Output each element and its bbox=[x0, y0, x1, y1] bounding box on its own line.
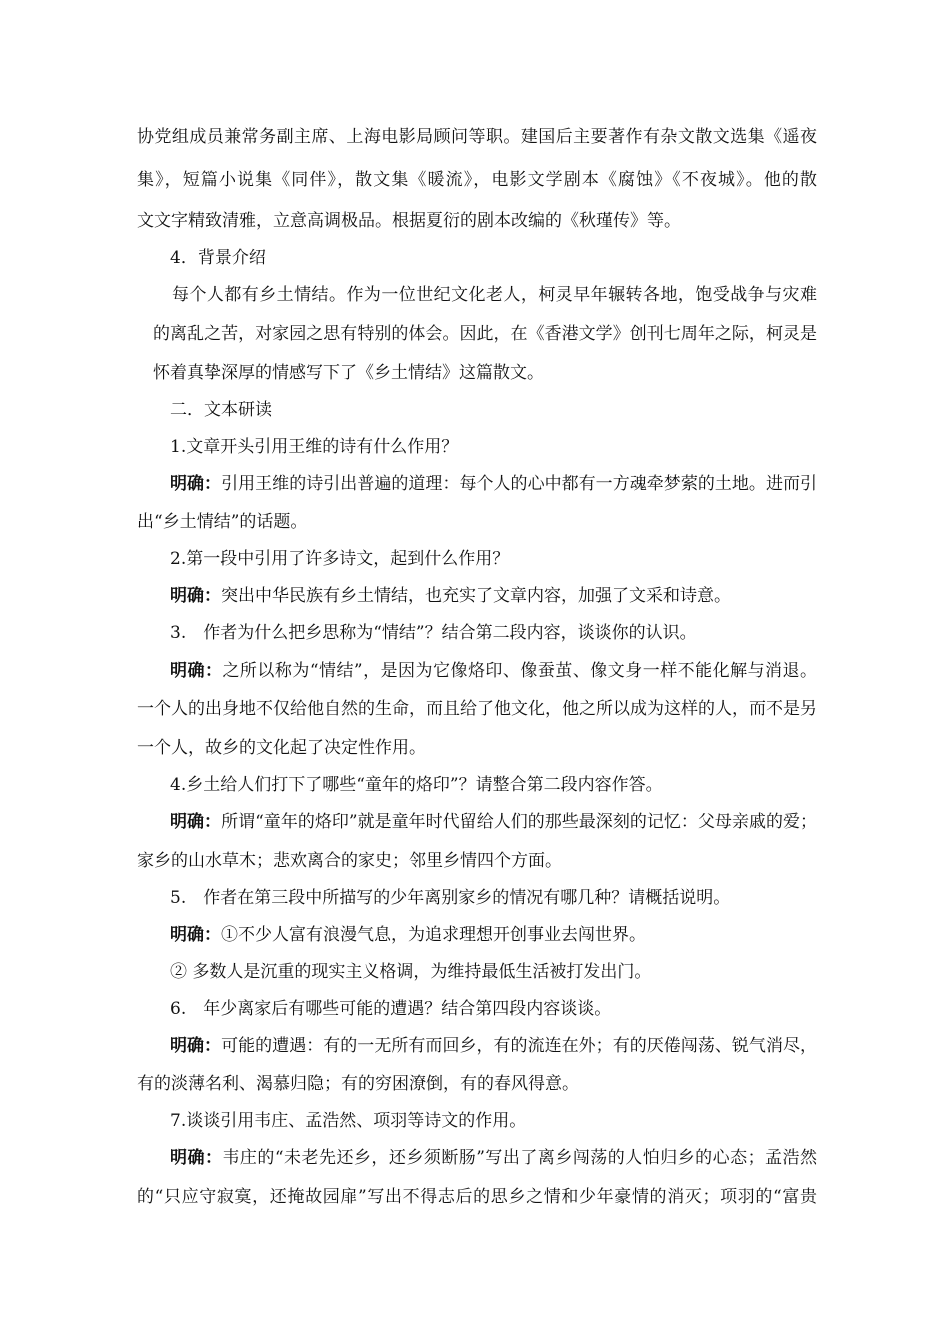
answer-text: 突出中华民族有乡土情结，也充实了文章内容，加强了文采和诗意。 bbox=[221, 586, 731, 606]
answer-label: 明确： bbox=[170, 661, 223, 681]
answer-label: 明确： bbox=[170, 925, 221, 945]
paragraph-line: 协党组成员兼常务副主席、上海电影局顾问等职。建国后主要著作有杂文散文选集《遥夜 bbox=[137, 127, 817, 147]
answer-2-line bbox=[170, 584, 731, 608]
answer-label: 明确： bbox=[170, 1148, 223, 1168]
answer-7-line bbox=[170, 1146, 817, 1170]
answer-6-line: 有的淡薄名利、渴慕归隐；有的穷困潦倒，有的春风得意。 bbox=[137, 1074, 579, 1094]
question-1: 1.文章开头引用王维的诗有什么作用？ bbox=[170, 437, 459, 457]
paragraph-line: 怀着真挚深厚的情感写下了《乡土情结》这篇散文。 bbox=[153, 363, 544, 383]
section-heading: 4．背景介绍 bbox=[170, 248, 266, 268]
answer-6-line bbox=[170, 1034, 817, 1058]
answer-7-line: 的“只应守寂寞，还掩故园扉”写出不得志后的思乡之情和少年豪情的消灭；项羽的“富贵 bbox=[137, 1187, 817, 1207]
section-heading: 二．文本研读 bbox=[170, 400, 272, 420]
question-6: 6. 年少离家后有哪些可能的遭遇？结合第四段内容谈谈。 bbox=[170, 999, 612, 1019]
answer-text: 引用王维的诗引出普遍的道理：每个人的心中都有一方魂牵梦萦的土地。进而引 bbox=[221, 474, 818, 494]
question-4: 4.乡土给人们打下了哪些“童年的烙印”？请整合第二段内容作答。 bbox=[170, 775, 663, 795]
answer-5-line bbox=[170, 923, 646, 947]
question-3: 3. 作者为什么把乡思称为“情结”？结合第二段内容，谈谈你的认识。 bbox=[170, 623, 697, 643]
paragraph-line: 文文字精致清雅，立意高调极品。根据夏衍的剧本改编的《秋瑾传》等。 bbox=[137, 211, 681, 231]
question-5: 5. 作者在第三段中所描写的少年离别家乡的情况有哪几种？请概括说明。 bbox=[170, 888, 731, 908]
answer-text: 韦庄的“未老先还乡，还乡须断肠”写出了离乡闯荡的人怕归乡的心态；孟浩然 bbox=[222, 1148, 817, 1168]
answer-label: 明确： bbox=[170, 812, 222, 832]
answer-label: 明确： bbox=[170, 1036, 222, 1056]
paragraph-line: 集》，短篇小说集《同伴》，散文集《暖流》，电影文学剧本《腐蚀》《不夜城》。他的散 bbox=[137, 170, 817, 190]
answer-label: 明确： bbox=[170, 586, 221, 606]
answer-label: 明确： bbox=[170, 474, 222, 494]
answer-3-line: 一个人的出身地不仅给他自然的生命，而且给了他文化，他之所以成为这样的人，而不是另 bbox=[137, 699, 817, 719]
answer-4-line bbox=[170, 810, 817, 834]
question-7: 7.谈谈引用韦庄、孟浩然、项羽等诗文的作用。 bbox=[170, 1111, 527, 1131]
answer-1-line: 出“乡土情结”的话题。 bbox=[137, 512, 308, 532]
answer-text: 所谓“童年的烙印”就是童年时代留给人们的那些最深刻的记忆：父母亲戚的爱； bbox=[221, 812, 818, 832]
answer-3-line: 一个人，故乡的文化起了决定性作用。 bbox=[137, 738, 426, 758]
answer-text: 可能的遭遇：有的一无所有而回乡，有的流连在外；有的厌倦闯荡、锐气消尽， bbox=[221, 1036, 818, 1056]
answer-5-line: ② 多数人是沉重的现实主义格调，为维持最低生活被打发出门。 bbox=[170, 962, 652, 982]
paragraph-line: 每个人都有乡土情结。作为一位世纪文化老人，柯灵早年辗转各地，饱受战争与灾难 bbox=[172, 285, 817, 305]
answer-text: 之所以称为“情结”，是因为它像烙印、像蚕茧、像文身一样不能化解与消退。 bbox=[222, 661, 817, 681]
answer-text: ①不少人富有浪漫气息，为追求理想开创事业去闯世界。 bbox=[221, 925, 646, 945]
answer-1-line bbox=[170, 472, 817, 496]
paragraph-line: 的离乱之苦，对家园之思有特别的体会。因此，在《香港文学》创刊七周年之际，柯灵是 bbox=[153, 324, 817, 344]
question-2: 2.第一段中引用了许多诗文，起到什么作用？ bbox=[170, 549, 510, 569]
answer-4-line: 家乡的山水草木；悲欢离合的家史；邻里乡情四个方面。 bbox=[137, 851, 562, 871]
answer-3-line bbox=[170, 659, 817, 683]
